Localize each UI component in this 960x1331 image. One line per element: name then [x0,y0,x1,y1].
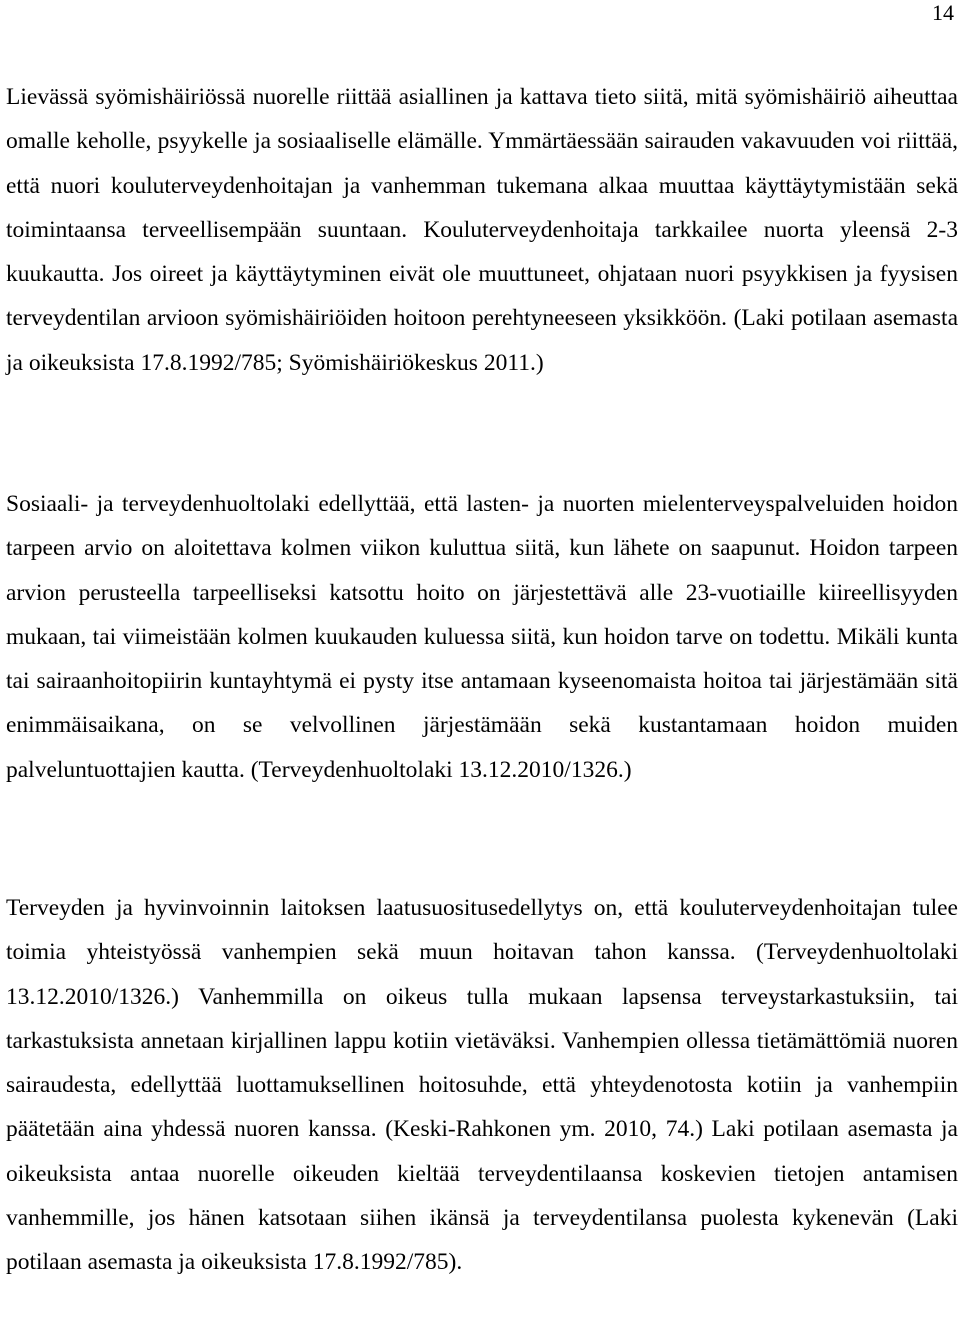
paragraph-2: Sosiaali- ja terveydenhuoltolaki edellyttää, että lasten- ja nuorten mielenterveyspalveluiden hoidon tarpeen arvio on aloitettava kolmen viikon kuluttua siitä, kun lähete on saapunut. Hoidon tarpeen arvion perusteella tarpeelliseksi katsottu hoito on järjestettävä alle 23-vuotiaille kiireellisyyden mukaan, tai viimeistään kolmen kuukauden kuluessa siitä, kun hoidon tarve on todettu. Mikäli kunta tai sairaanhoitopiirin kuntayhtymä ei pysty itse antamaan kyseenomaista hoitoa tai järjestämään sitä enimmäisaikana, on se velvollinen järjestämään sekä kustantamaan hoidon muiden palveluntuottajien kautta. (Terveydenhuoltolaki 13.12.2010/1326.) [6,491,958,783]
paragraph-3: Terveyden ja hyvinvoinnin laitoksen laatusuositusedellytys on, että kouluterveydenhoitajan tulee toimia yhteistyössä vanhempien sekä muun hoitavan tahon kanssa. (Terveydenhuoltolaki 13.12.2010/1326.) Vanhemmilla on oikeus tulla mukaan lapsensa terveystarkastuksiin, tai tarkastuksista annetaan kirjallinen lappu kotiin vietäväksi. Vanhempien ollessa tietämättömiä nuoren sairaudesta, edellyttää luottamuksellinen hoitosuhde, että yhteydenotosta kotiin ja vanhempiin päätetään aina yhdessä nuoren kanssa. (Keski-Rahkonen ym. 2010, 74.) Laki potilaan asemasta ja oikeuksista antaa nuorelle oikeuden kieltää terveydentilaansa koskevien tietojen antamisen vanhemmille, jos hänen katsotaan siihen ikänsä ja terveydentilansa puolesta kykenevän (Laki potilaan asemasta ja oikeuksista 17.8.1992/785). [6,895,958,1276]
paragraph-1: Lievässä syömishäiriössä nuorelle riittää asiallinen ja kattava tieto siitä, mitä syömishäiriö aiheuttaa omalle keholle, psyykelle ja sosiaaliselle elämälle. Ymmärtäessään sairauden vakavuuden voi riittää, että nuori kouluterveydenhoitajan ja vanhemman tukemana alkaa muuttaa käyttäytymistään sekä toimintaansa terveellisempään suuntaan. Kouluterveydenhoitaja tarkkailee nuorta yleensä 2-3 kuukautta. Jos oireet ja käyttäytyminen eivät ole muuttuneet, ohjataan nuori psyykkisen ja fyysisen terveydentilan arvioon syömishäiriöiden hoitoon perehtyneeseen yksikköön. (Laki potilaan asemasta ja oikeuksista 17.8.1992/785; Syömishäiriökeskus 2011.) [6,84,958,376]
page-number: 14 [932,0,954,25]
